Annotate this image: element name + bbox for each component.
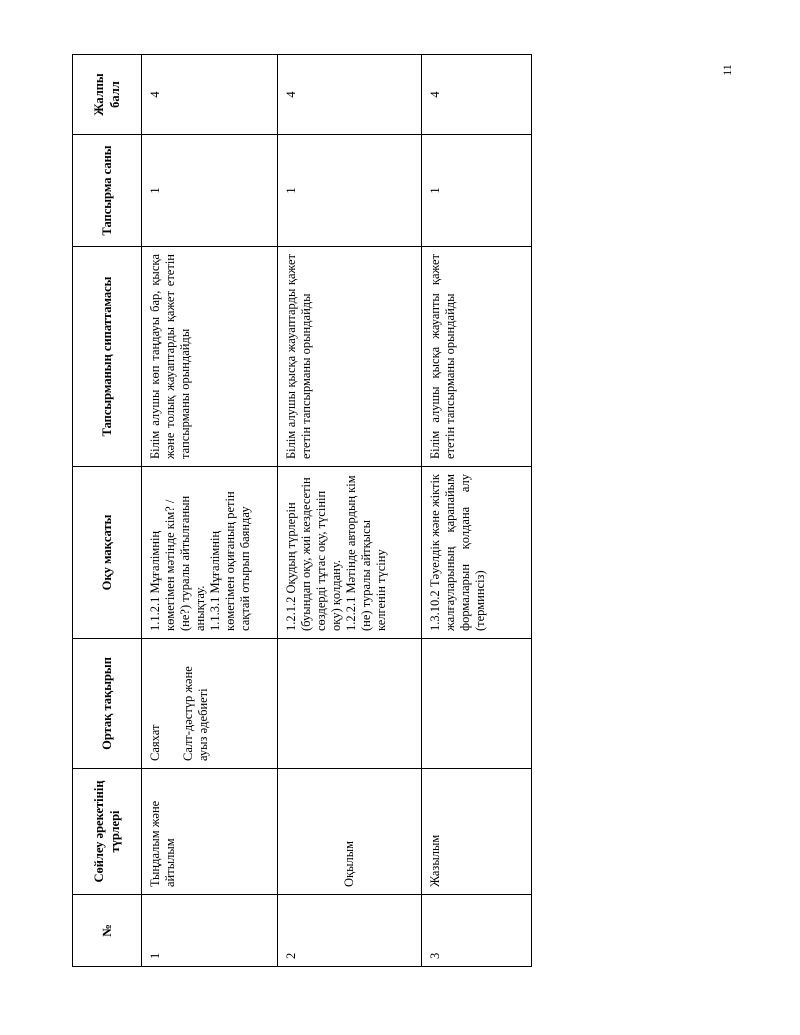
objective-text: 1.2.2.1 Мәтінде автордың кім (не) туралы айтқысы келгенін түсіну <box>344 475 388 631</box>
cell-total-score: 4 <box>142 55 278 135</box>
cell-no: 1 <box>142 895 278 967</box>
table-row <box>142 55 278 967</box>
assessment-table <box>72 54 532 967</box>
cell-description: Білім алушы қысқа жауапты қажет ететін тапсырманы орындайды <box>422 247 532 467</box>
cell-task-count: 1 <box>142 135 278 247</box>
header-speech-type: Сөйлеу әрекетінің түрлері <box>73 769 142 895</box>
header-objective: Оқу мақсаты <box>73 467 142 639</box>
cell-description: Білім алушы көп таңдауы бар, қысқа және толық жауаптарды қажет ететін тапсырманы орындайды <box>142 247 278 467</box>
header-task-count: Тапсырма саны <box>73 135 142 247</box>
cell-no: 2 <box>278 895 422 967</box>
cell-total-score: 4 <box>422 55 532 135</box>
table-row <box>278 55 422 967</box>
header-no: № <box>73 895 142 967</box>
rotated-table-container <box>72 55 530 967</box>
cell-topic <box>422 639 532 769</box>
header-description: Тапсырманың сипаттамасы <box>73 247 142 467</box>
cell-speech-type: Жазылым <box>422 769 532 895</box>
header-total-score: Жалпы балл <box>73 55 142 135</box>
cell-topic <box>142 639 278 769</box>
objective-text: 1.1.3.1 Мұғалімнің көмегімен оқиғаның ретін сақтай отырып баяндау <box>208 491 252 631</box>
cell-objective <box>142 467 278 639</box>
cell-topic <box>278 639 422 769</box>
cell-description: Білім алушы қысқа жауаптарды қажет ететін тапсырманы орындайды <box>278 247 422 467</box>
table-wrapper <box>72 55 530 967</box>
objective-text: 1.2.1.2 Оқудың түрлерін (буындап оқу, жиі кездесетін сөздерді тұтас оқу, түсініп оқу) қолдану. <box>284 477 343 631</box>
cell-task-count: 1 <box>278 135 422 247</box>
table-row <box>422 55 532 967</box>
cell-no: 3 <box>422 895 532 967</box>
cell-speech-type: Тыңдалым және айтылым <box>142 769 278 895</box>
cell-task-count: 1 <box>422 135 532 247</box>
cell-objective: 1.3.10.2 Тәуелдік және жіктік жалғауларының қарапайым формаларын қолдана алу (терминсіз) <box>422 467 532 639</box>
cell-objective <box>278 467 422 639</box>
topic-line: Саяхат <box>148 724 162 761</box>
header-topic: Ортақ тақырып <box>73 639 142 769</box>
topic-line: Салт-дәстүр және ауыз әдебиеті <box>181 666 210 761</box>
objective-text: 1.1.2.1 Мұғалімнің көмегімен мәтінде кім? / (не?) туралы айтылғанын анықтау. <box>148 495 207 631</box>
page-number: 11 <box>720 64 734 76</box>
cell-total-score: 4 <box>278 55 422 135</box>
table-header-row <box>73 55 142 967</box>
cell-speech-type: Оқылым <box>278 769 422 895</box>
